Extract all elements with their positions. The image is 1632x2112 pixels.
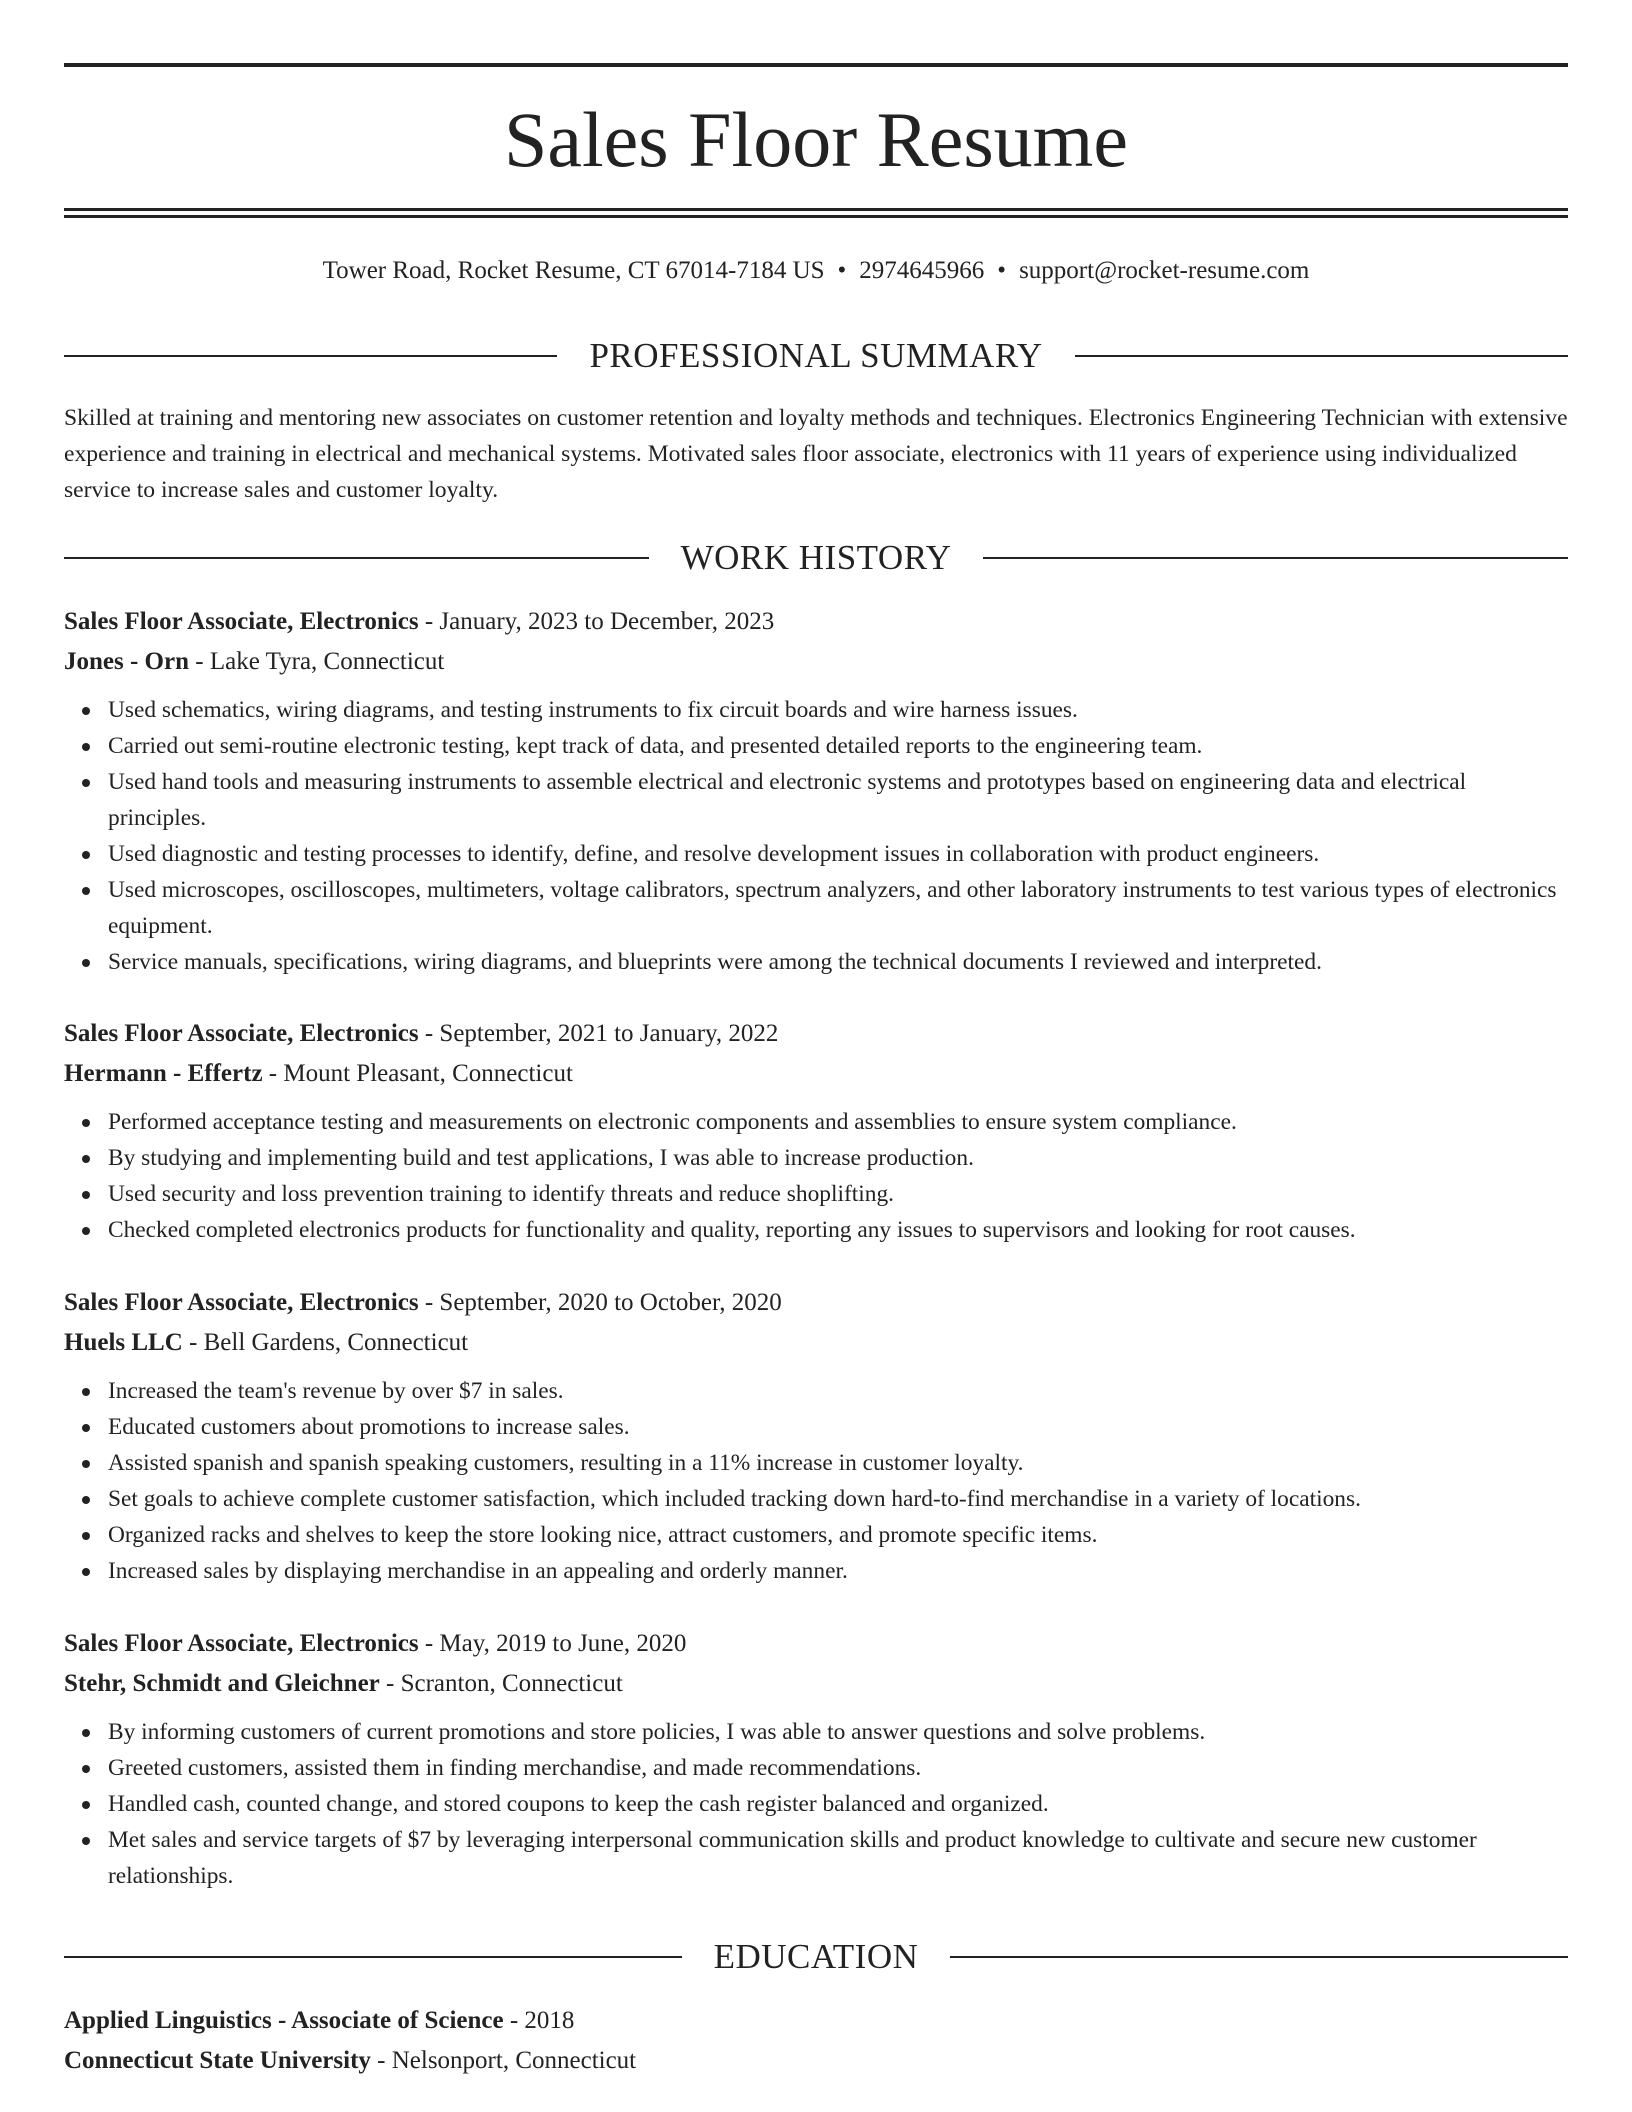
job-bullet: Used diagnostic and testing processes to identify, define, and resolve development issues in collaboration with product engineers. xyxy=(108,836,1568,872)
heading-rule xyxy=(1075,355,1568,357)
work-heading-label: WORK HISTORY xyxy=(680,538,952,577)
job-bullet: Set goals to achieve complete customer satisfaction, which included tracking down hard-to-find merchandise in a variety of locations. xyxy=(108,1481,1568,1517)
job-bullet: Organized racks and shelves to keep the store looking nice, attract customers, and promote specific items. xyxy=(108,1517,1568,1553)
education-school-line xyxy=(64,2041,1568,2081)
job-bullet: Used security and loss prevention training to identify threats and reduce shoplifting. xyxy=(108,1176,1568,1212)
job-title-line xyxy=(64,1014,1568,1054)
job-dates: - September, 2021 to January, 2022 xyxy=(418,1020,779,1047)
job-dates: - September, 2020 to October, 2020 xyxy=(418,1289,782,1316)
job-entry xyxy=(64,1624,1568,1894)
job-location: - Mount Pleasant, Connecticut xyxy=(262,1060,573,1087)
job-bullets xyxy=(64,1104,1568,1248)
top-rule xyxy=(64,63,1568,67)
job-company: Hermann - Effertz xyxy=(64,1060,263,1087)
job-entry xyxy=(64,1283,1568,1589)
job-bullet: Handled cash, counted change, and stored coupons to keep the cash register balanced and organized. xyxy=(108,1786,1568,1822)
job-title-line xyxy=(64,602,1568,642)
job-company: Huels LLC xyxy=(64,1329,183,1356)
job-company-line xyxy=(64,1664,1568,1704)
job-location: - Scranton, Connecticut xyxy=(379,1670,623,1697)
job-title-line xyxy=(64,1624,1568,1664)
job-bullet: Used hand tools and measuring instruments to assemble electrical and electronic systems and prototypes based on engineering data and electrical principles. xyxy=(108,764,1568,836)
contact-address: Tower Road, Rocket Resume, CT 67014-7184 US xyxy=(322,257,825,284)
title-rule-upper xyxy=(64,208,1568,211)
title-rule-lower xyxy=(64,215,1568,218)
job-title: Sales Floor Associate, Electronics xyxy=(64,1289,419,1316)
education-heading-label: EDUCATION xyxy=(713,1937,919,1976)
summary-text: Skilled at training and mentoring new associates on customer retention and loyalty methods and techniques. Electronics Engineering Technician with extensive experience and training in electrical and mechanical systems. Motivated sales floor associate, electronics with 11 years of experience using individualized service to increase sales and customer loyalty. xyxy=(64,405,1568,503)
resume-title: Sales Floor Resume xyxy=(504,96,1128,183)
job-bullet: Educated customers about promotions to increase sales. xyxy=(108,1409,1568,1445)
heading-rule xyxy=(64,557,649,559)
job-company: Jones - Orn xyxy=(64,648,189,675)
job-title: Sales Floor Associate, Electronics xyxy=(64,1630,419,1657)
heading-rule xyxy=(64,355,557,357)
job-bullet: Service manuals, specifications, wiring diagrams, and blueprints were among the technical documents I reviewed and interpreted. xyxy=(108,944,1568,980)
job-location: - Lake Tyra, Connecticut xyxy=(189,648,445,675)
job-bullet: Performed acceptance testing and measurements on electronic components and assemblies to ensure system compliance. xyxy=(108,1104,1568,1140)
job-company-line xyxy=(64,1323,1568,1363)
job-bullet: By studying and implementing build and test applications, I was able to increase production. xyxy=(108,1140,1568,1176)
job-bullet: Checked completed electronics products for functionality and quality, reporting any issues to supervisors and looking for root causes. xyxy=(108,1212,1568,1248)
job-bullet: By informing customers of current promotions and store policies, I was able to answer questions and solve problems. xyxy=(108,1714,1568,1750)
education-school: Connecticut State University xyxy=(64,2047,371,2074)
job-bullet: Increased the team's revenue by over $7 in sales. xyxy=(108,1373,1568,1409)
education-degree: Applied Linguistics - Associate of Science xyxy=(64,2007,504,2034)
job-bullet: Carried out semi-routine electronic testing, kept track of data, and presented detailed reports to the engineering team. xyxy=(108,728,1568,764)
education-section-heading xyxy=(64,1937,1568,1977)
contact-phone: 2974645966 xyxy=(859,257,985,284)
job-bullet: Met sales and service targets of $7 by leveraging interpersonal communication skills and product knowledge to cultivate and secure new customer relationships. xyxy=(108,1822,1568,1894)
contact-separator: • xyxy=(837,257,847,284)
job-bullet: Used microscopes, oscilloscopes, multimeters, voltage calibrators, spectrum analyzers, and other laboratory instruments to test various types of electronics equipment. xyxy=(108,872,1568,944)
heading-rule xyxy=(983,557,1568,559)
heading-rule xyxy=(950,1956,1568,1958)
job-bullet: Greeted customers, assisted them in finding merchandise, and made recommendations. xyxy=(108,1750,1568,1786)
job-title-line xyxy=(64,1283,1568,1323)
job-title: Sales Floor Associate, Electronics xyxy=(64,608,419,635)
job-bullets xyxy=(64,692,1568,980)
job-company: Stehr, Schmidt and Gleichner xyxy=(64,1670,380,1697)
job-entry xyxy=(64,602,1568,980)
job-bullet: Used schematics, wiring diagrams, and testing instruments to fix circuit boards and wire harness issues. xyxy=(108,692,1568,728)
job-bullet: Assisted spanish and spanish speaking customers, resulting in a 11% increase in customer loyalty. xyxy=(108,1445,1568,1481)
heading-rule xyxy=(64,1956,682,1958)
job-entry xyxy=(64,1014,1568,1248)
job-location: - Bell Gardens, Connecticut xyxy=(182,1329,469,1356)
job-bullets xyxy=(64,1714,1568,1894)
work-section-heading xyxy=(64,538,1568,578)
education-location: - Nelsonport, Connecticut xyxy=(370,2047,637,2074)
summary-heading-label: PROFESSIONAL SUMMARY xyxy=(589,336,1043,375)
summary-section-heading xyxy=(64,336,1568,376)
education-degree-line xyxy=(64,2001,1568,2041)
job-dates: - May, 2019 to June, 2020 xyxy=(418,1630,687,1657)
job-company-line xyxy=(64,1054,1568,1094)
job-company-line xyxy=(64,642,1568,682)
job-bullets xyxy=(64,1373,1568,1589)
job-bullet: Increased sales by displaying merchandise in an appealing and orderly manner. xyxy=(108,1553,1568,1589)
job-dates: - January, 2023 to December, 2023 xyxy=(418,608,775,635)
contact-email: support@rocket-resume.com xyxy=(1019,257,1310,284)
education-year: - 2018 xyxy=(503,2007,575,2034)
contact-line xyxy=(64,255,1568,287)
education-entry xyxy=(64,2001,1568,2081)
contact-separator: • xyxy=(997,257,1007,284)
job-title: Sales Floor Associate, Electronics xyxy=(64,1020,419,1047)
